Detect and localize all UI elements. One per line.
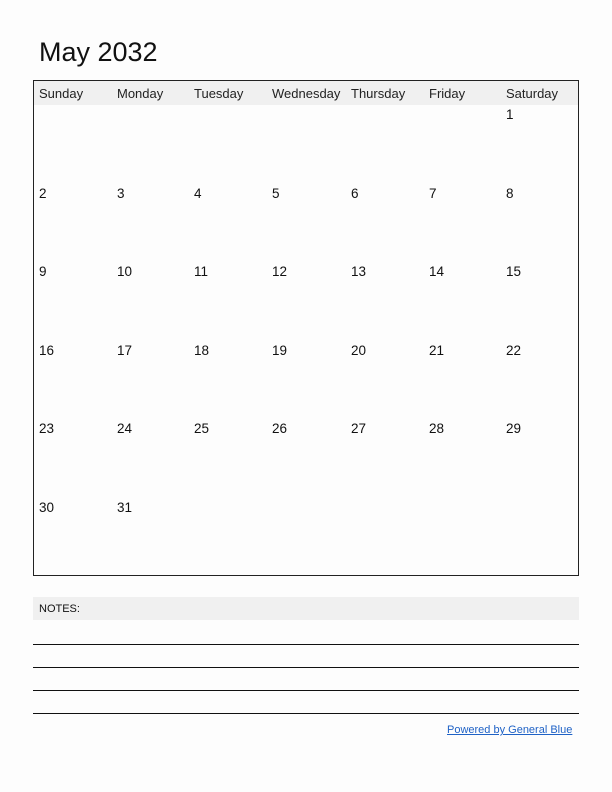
weekday-sunday: Sunday <box>39 86 84 101</box>
day-cell: 27 <box>351 421 367 436</box>
day-cell: 18 <box>194 342 210 358</box>
day-cell: 30 <box>39 499 55 515</box>
day-cell: 23 <box>39 421 55 436</box>
day-cell: 24 <box>117 421 133 436</box>
notes-header <box>33 597 579 620</box>
day-cell: 7 <box>429 185 437 201</box>
calendar-grid <box>33 80 579 576</box>
day-cell: 29 <box>506 421 522 436</box>
day-cell: 3 <box>117 185 125 201</box>
notes-line <box>33 667 579 668</box>
day-cell: 6 <box>351 185 359 201</box>
day-cell: 9 <box>39 264 47 279</box>
day-cell: 26 <box>272 421 288 436</box>
day-cell: 17 <box>117 342 133 358</box>
day-cell: 12 <box>272 264 288 279</box>
weekday-monday: Monday <box>117 86 164 101</box>
weekday-wednesday: Wednesday <box>272 86 341 101</box>
day-cell: 22 <box>506 342 522 358</box>
day-cell: 19 <box>272 342 288 358</box>
notes-line <box>33 644 579 645</box>
notes-line <box>33 690 579 691</box>
weekday-tuesday: Tuesday <box>194 86 244 101</box>
day-cell: 2 <box>39 185 47 201</box>
day-cell: 8 <box>506 185 514 201</box>
day-cell: 31 <box>117 499 133 515</box>
day-cell: 25 <box>194 421 210 436</box>
day-cell: 13 <box>351 264 367 279</box>
day-cell: 28 <box>429 421 445 436</box>
powered-by-link[interactable]: Powered by General Blue <box>447 724 573 736</box>
day-cell: 10 <box>117 264 133 279</box>
day-cell: 4 <box>194 185 202 201</box>
day-cell: 5 <box>272 185 280 201</box>
weekday-saturday: Saturday <box>506 86 559 101</box>
day-cell: 11 <box>194 264 209 279</box>
notes-line <box>33 713 579 714</box>
day-cell: 15 <box>506 264 522 279</box>
page-title: May 2032 <box>39 37 158 67</box>
day-cell: 20 <box>351 342 367 358</box>
weekday-friday: Friday <box>429 86 466 101</box>
day-cell: 21 <box>429 342 445 358</box>
weekday-header <box>34 81 578 105</box>
day-cell: 1 <box>506 107 514 122</box>
notes-label: NOTES: <box>39 603 80 615</box>
day-cell: 16 <box>39 342 55 358</box>
weekday-thursday: Thursday <box>351 86 406 101</box>
day-cell: 14 <box>429 264 445 279</box>
